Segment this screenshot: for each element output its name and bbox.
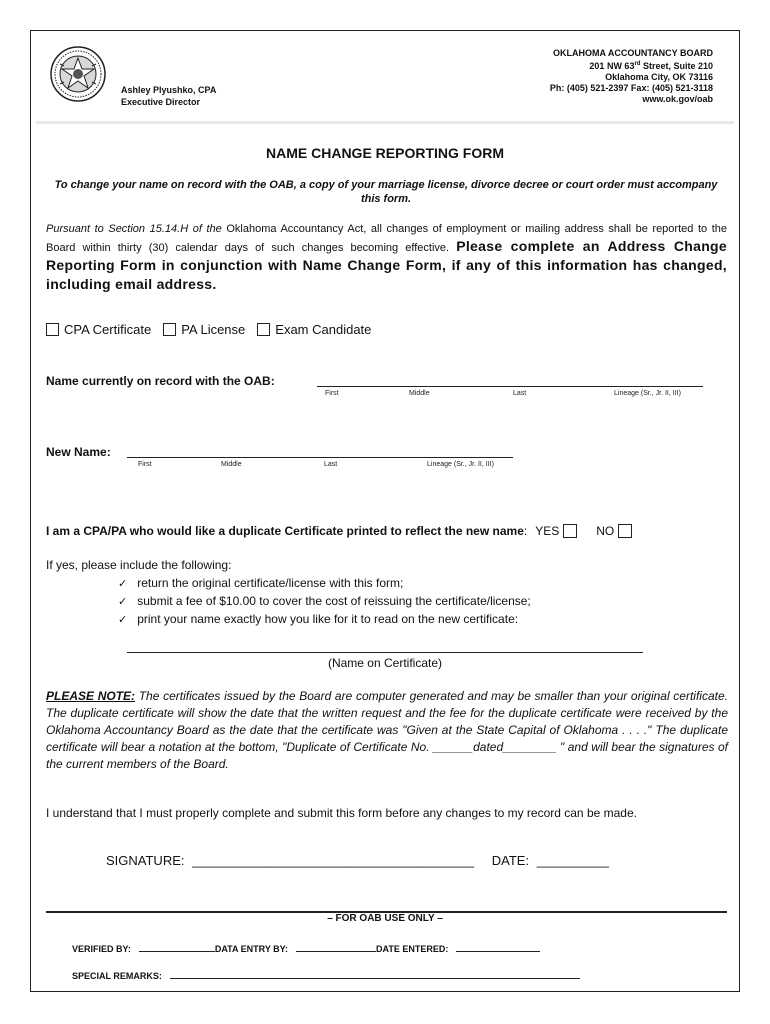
executive-name: Ashley Plyushko, CPA [121, 85, 217, 95]
special-remarks-row [72, 971, 580, 981]
current-middle-caption: Middle [409, 390, 430, 397]
no-label: NO [596, 524, 615, 538]
pa-license-option[interactable]: PA License [163, 322, 245, 337]
intro-instructions: To change your name on record with the OAB, a copy of your marriage license, divorce decree or court order must accompany this form. [54, 179, 718, 205]
executive-block [121, 84, 216, 108]
checkmark-icon: ✓ [118, 578, 128, 590]
date-label: DATE: [491, 853, 530, 868]
special-remarks-label: SPECIAL REMARKS: [72, 971, 162, 981]
list-item: ✓ submit a fee of $10.00 to cover the cost of reissuing the certificate/license; [118, 594, 531, 608]
verified-by-field[interactable] [139, 951, 215, 952]
executive-title: Executive Director [121, 97, 201, 107]
new-middle-caption: Middle [221, 461, 242, 468]
name-on-certificate-caption: (Name on Certificate) [327, 656, 443, 670]
board-name: OKLAHOMA ACCOUNTANCY BOARD [553, 48, 713, 58]
current-name-field[interactable] [317, 386, 703, 387]
date-entered-field[interactable] [456, 951, 540, 952]
board-street: 201 NW 63rd Street, Suite 210 [589, 61, 713, 71]
exam-candidate-option[interactable]: Exam Candidate [257, 322, 371, 337]
board-website[interactable]: www.ok.gov/oab [642, 94, 713, 104]
header-divider [36, 121, 734, 124]
new-name-field[interactable] [127, 457, 513, 458]
special-remarks-field[interactable] [170, 978, 580, 979]
list-item: ✓ return the original certificate/license with this form; [118, 576, 404, 590]
yes-label: YES [535, 524, 560, 538]
cpa-certificate-checkbox[interactable] [46, 323, 59, 336]
new-first-caption: First [138, 461, 152, 468]
current-lineage-caption: Lineage (Sr., Jr. II, III) [614, 390, 681, 397]
duplicate-steps-list [118, 575, 531, 629]
oab-use-title: – FOR OAB USE ONLY – [327, 913, 443, 924]
current-first-caption: First [325, 390, 339, 397]
page-border [30, 30, 740, 992]
credential-type-row [46, 322, 383, 337]
duplicate-question: I am a CPA/PA who would like a duplicate Certificate printed to reflect the new name [46, 524, 524, 538]
acknowledgement-text: I understand that I must properly complete and submit this form before any changes to my record can be made. [46, 806, 637, 820]
board-phone-fax: Ph: (405) 521-2397 Fax: (405) 521-3118 [549, 83, 713, 93]
state-seal-icon [50, 46, 106, 102]
form-title: NAME CHANGE REPORTING FORM [266, 145, 504, 161]
date-field[interactable]: __________ [536, 853, 609, 868]
verified-by-label: VERIFIED BY: [72, 944, 131, 954]
signature-field[interactable]: _______________________________________ [192, 853, 475, 868]
data-entry-field[interactable] [296, 951, 376, 952]
board-city: Oklahoma City, OK 73116 [605, 72, 713, 82]
date-entered-label: DATE ENTERED: [376, 944, 449, 954]
current-name-label: Name currently on record with the OAB: [46, 374, 275, 388]
checkmark-icon: ✓ [118, 614, 128, 626]
current-last-caption: Last [513, 390, 527, 397]
list-item: ✓ print your name exactly how you like for it to read on the new certificate: [118, 612, 519, 626]
oab-verification-row [72, 944, 540, 954]
no-checkbox[interactable] [618, 524, 632, 538]
exam-candidate-checkbox[interactable] [257, 323, 270, 336]
pursuant-paragraph: Pursuant to Section 15.14.H of the Oklahoma Accountancy Act, all changes of employment or mailing address shall be reported to the Board within thirty (30) calendar days of such changes becoming effective. Please complete an Address Change Reporting Form in conjunction with Name Change Form, if any of this information has changed, including email address. [46, 223, 727, 292]
cpa-certificate-option[interactable]: CPA Certificate [46, 322, 151, 337]
please-note-paragraph: PLEASE NOTE: The certificates issued by the Board are computer generated and may be smaller than your original certificate. The duplicate certificate will show the date that the written request and the fee for the duplicate certificate were received by the Oklahoma Accountancy Board as the date that the certificate was "Given at the State Capital of Oklahoma . . . ." The duplicate certificate will bear a notation at the bottom, "Duplicate of Certificate No. ______dated________ " and will bear the signatures of the current members of the Board. [46, 689, 728, 771]
new-lineage-caption: Lineage (Sr., Jr. II, III) [427, 461, 494, 468]
duplicate-question-row: I am a CPA/PA who would like a duplicate Certificate printed to reflect the new name : YES NO [46, 524, 637, 538]
checkmark-icon: ✓ [118, 596, 128, 608]
board-address-block [550, 48, 713, 105]
signature-row [106, 853, 609, 868]
yes-checkbox[interactable] [563, 524, 577, 538]
name-on-certificate-field[interactable] [127, 652, 643, 653]
new-last-caption: Last [324, 461, 338, 468]
pa-license-checkbox[interactable] [163, 323, 176, 336]
new-name-label: New Name: [46, 445, 111, 459]
if-yes-instructions: If yes, please include the following: [46, 558, 232, 572]
signature-label: SIGNATURE: [106, 853, 185, 868]
data-entry-label: DATA ENTRY BY: [214, 944, 289, 954]
